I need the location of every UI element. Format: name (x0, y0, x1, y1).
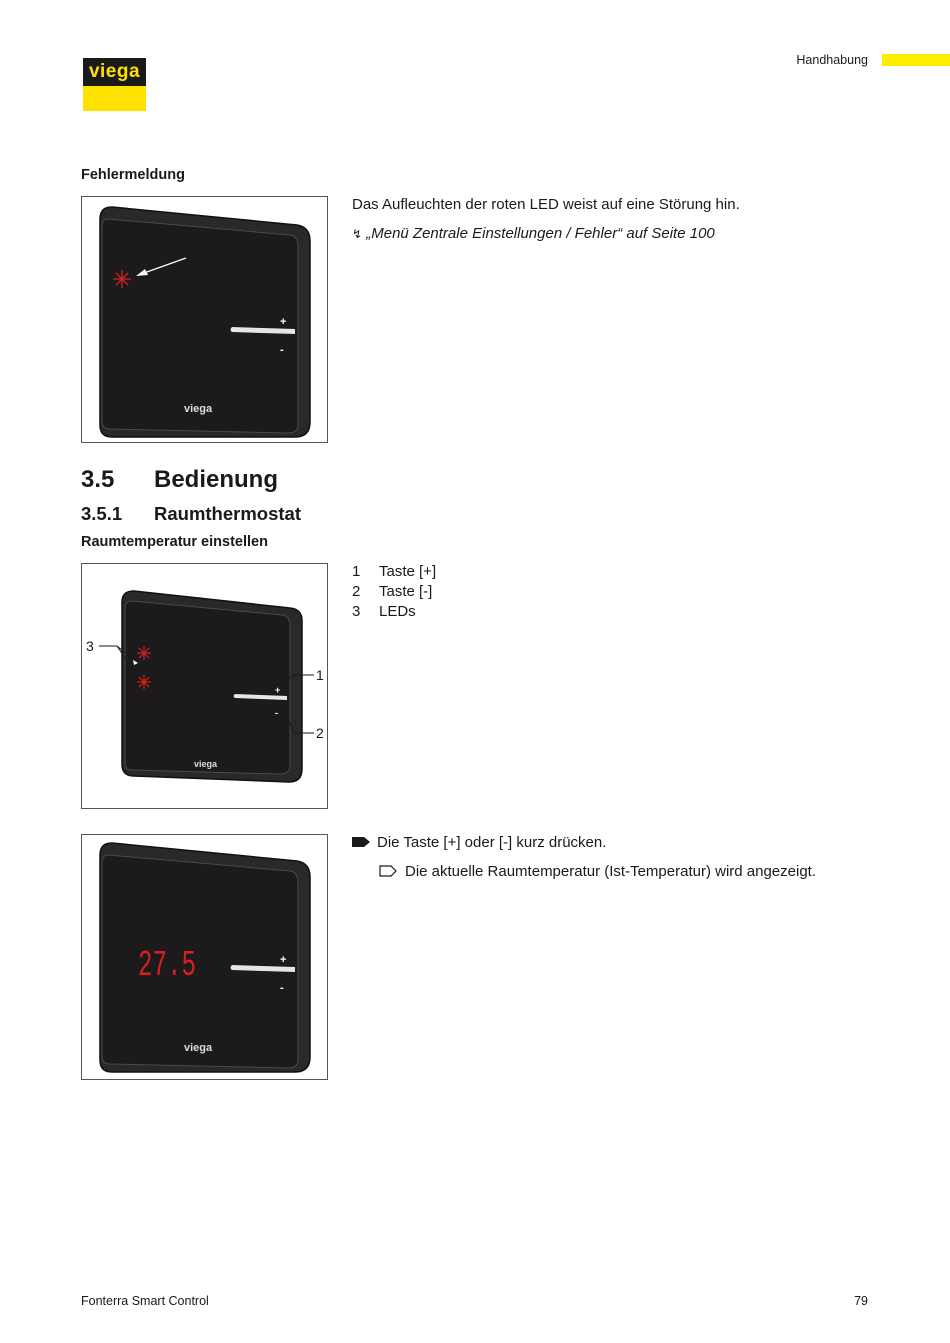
action-text: Die Taste [+] oder [-] kurz drücken. (377, 834, 607, 851)
device-brand: viega (184, 403, 213, 415)
viega-logo (83, 58, 146, 86)
legend-item (352, 602, 436, 622)
thermostat-illustration-display (82, 835, 327, 1079)
result-step (379, 862, 816, 882)
action-step (352, 833, 606, 853)
minus-label: - (275, 708, 278, 718)
device-brand: viega (184, 1042, 213, 1054)
red-led-icon-upper (137, 646, 151, 660)
minus-label: - (280, 344, 284, 356)
crossref-arrow-icon: ↯ (352, 227, 363, 241)
section-title: Bedienung (154, 466, 278, 493)
footer-product: Fonterra Smart Control (81, 1294, 209, 1308)
fehlermeldung-text: Das Aufleuchten der roten LED weist auf eine Störung hin. (352, 196, 740, 213)
action-arrow-icon (352, 836, 371, 848)
header-section-label: Handhabung (796, 53, 868, 67)
temperature-display: 27.5 (138, 945, 196, 986)
logo-text: viega (88, 61, 141, 82)
subsection-number: 3.5.1 (81, 503, 123, 524)
figure-error-led (81, 196, 328, 443)
legend-number: 1 (352, 563, 361, 580)
plus-label: + (280, 954, 287, 966)
figure-thermostat-controls (81, 563, 328, 809)
raumtemperatur-heading: Raumtemperatur einstellen (81, 534, 268, 550)
section-number: 3.5 (81, 466, 115, 493)
legend-list (352, 562, 436, 622)
result-text: Die aktuelle Raumtemperatur (Ist-Temperatur) wird angezeigt. (405, 863, 816, 880)
footer-page-number: 79 (854, 1294, 868, 1308)
thermostat-illustration-callouts (82, 564, 327, 808)
red-led-icon-lower (137, 675, 151, 689)
crossref-link[interactable]: „Menü Zentrale Einstellungen / Fehler“ auf Seite 100 (366, 225, 715, 242)
plus-label: + (275, 685, 281, 695)
legend-item (352, 582, 436, 602)
device-brand: viega (194, 759, 218, 769)
legend-number: 3 (352, 603, 361, 620)
plus-label: + (280, 316, 287, 328)
fehlermeldung-heading: Fehlermeldung (81, 167, 185, 183)
minus-label: - (280, 982, 284, 994)
legend-item (352, 562, 436, 582)
legend-label: Taste [+] (379, 563, 437, 580)
subsection-title: Raumthermostat (154, 503, 301, 524)
fehlermeldung-crossref[interactable] (352, 224, 715, 244)
legend-label: LEDs (379, 603, 416, 620)
header-yellow-bar (882, 54, 950, 66)
figure-temperature-display (81, 834, 328, 1080)
result-arrow-icon (379, 865, 398, 877)
legend-label: Taste [-] (379, 583, 433, 600)
callout-1: 1 (316, 667, 324, 683)
legend-number: 2 (352, 583, 361, 600)
callout-3: 3 (86, 638, 94, 654)
callout-2: 2 (316, 725, 324, 741)
thermostat-illustration (82, 197, 327, 442)
logo-yellow-block (83, 86, 146, 111)
